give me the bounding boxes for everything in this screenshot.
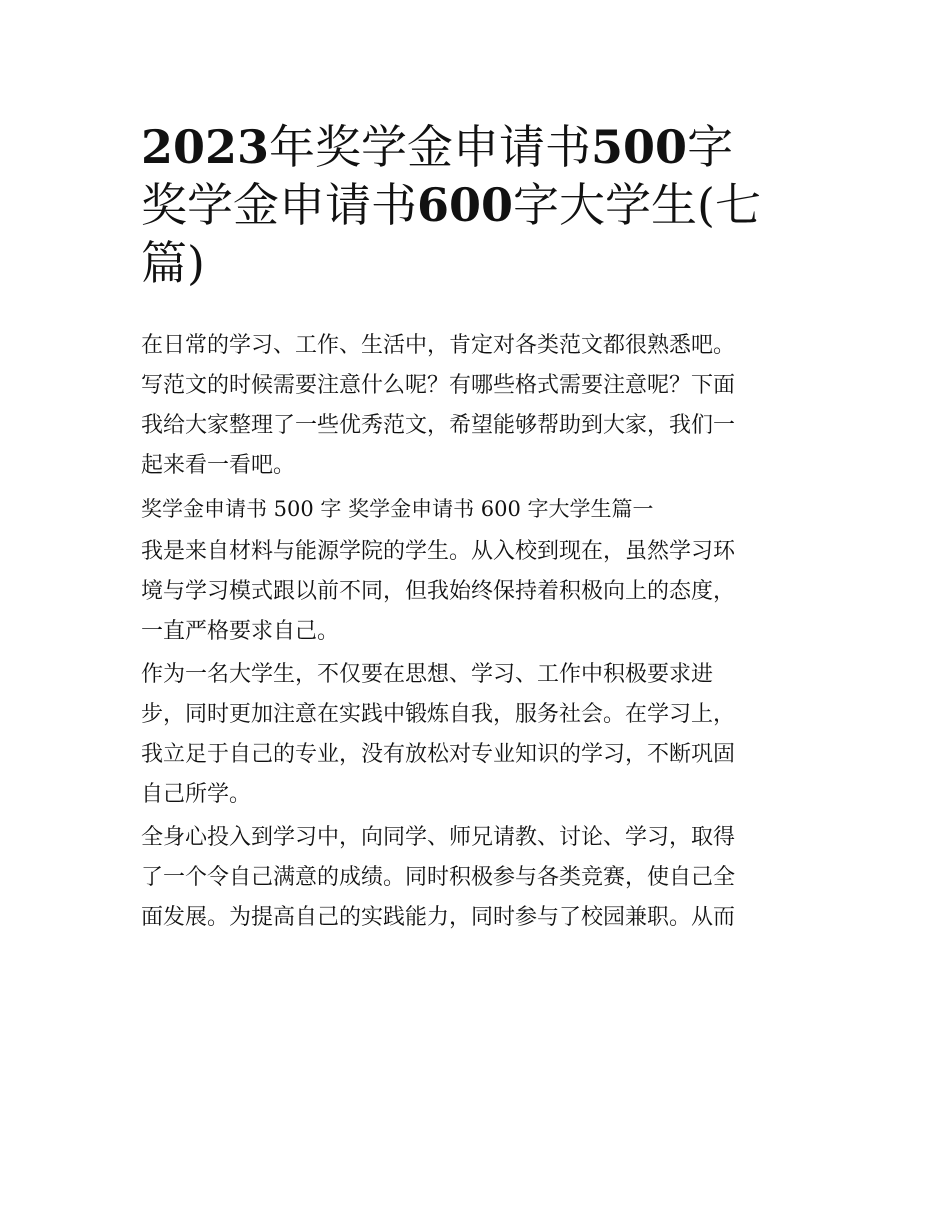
body-paragraph-2 [141,655,821,815]
title-number: 600 [417,178,514,232]
title-text: 年奖学金申请书 [269,120,592,174]
title-text: 奖学金申请书 [141,178,417,232]
title-line-2 [141,176,821,234]
text-line: 自己所学。 [141,782,252,807]
text-line: 起来看一看吧。 [141,453,296,478]
body-paragraph-3 [141,818,821,938]
text-line: 了一个令自己满意的成绩。同时积极参与各类竞赛，使自己全 [141,865,736,890]
title-tail: 字大学生(七 [513,178,761,232]
title-number: 500 [591,120,688,174]
document-title [141,118,821,292]
text-line: 全身心投入到学习中，向同学、师兄请教、讨论、学习，取得 [141,825,736,850]
text-line: 我立足于自己的专业，没有放松对专业知识的学习，不断巩固 [141,742,736,767]
text-line: 我是来自材料与能源学院的学生。从入校到现在，虽然学习环 [141,539,736,564]
text-line: 作为一名大学生，不仅要在思想、学习、工作中积极要求进 [141,662,714,687]
text-line: 在日常的学习、工作、生活中，肯定对各类范文都很熟悉吧。 [141,333,736,358]
text-line: 写范文的时候需要注意什么呢？有哪些格式需要注意呢？下面 [141,373,736,398]
text-line: 步，同时更加注意在实践中锻炼自我，服务社会。在学习上， [141,702,736,727]
document-page [141,118,821,938]
intro-paragraph [141,326,821,486]
title-line-1 [141,118,821,176]
title-line-3 [141,234,821,292]
text-line: 境与学习模式跟以前不同，但我始终保持着积极向上的态度， [141,579,736,604]
text-line: 面发展。为提高自己的实践能力，同时参与了校园兼职。从而 [141,905,736,930]
text-line: 一直严格要求自己。 [141,619,340,644]
title-year: 2023 [141,120,270,174]
title-tail: 字 [687,120,734,174]
text-line: 我给大家整理了一些优秀范文，希望能够帮助到大家，我们一 [141,413,736,438]
section-heading: 奖学金申请书 500 字 奖学金申请书 600 字大学生篇一 [141,497,654,521]
body-paragraph-1 [141,532,821,652]
title-text: 篇) [141,236,205,290]
